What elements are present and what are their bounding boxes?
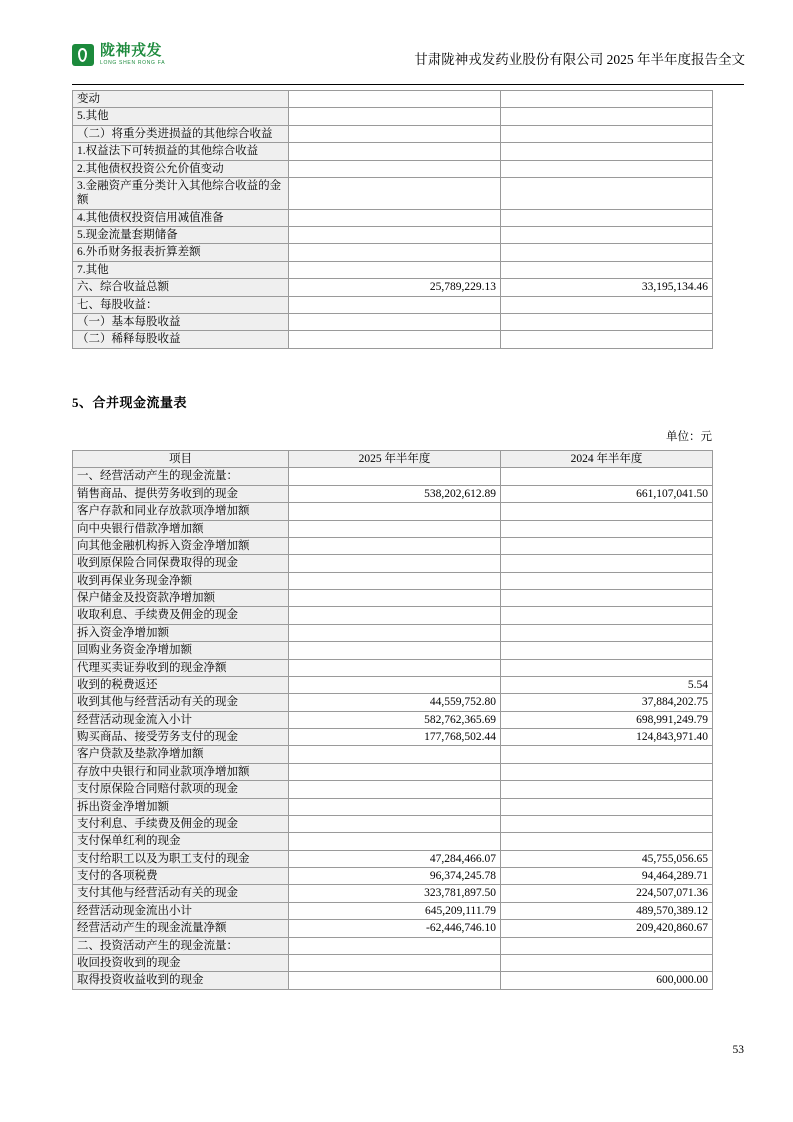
row-value-2025 <box>289 313 501 330</box>
row-value-2025 <box>289 108 501 125</box>
row-label: 存放中央银行和同业款项净增加额 <box>73 763 289 780</box>
row-value-2025 <box>289 91 501 108</box>
row-value-2025: 47,284,466.07 <box>289 850 501 867</box>
row-value-2024 <box>501 177 713 209</box>
table-row <box>73 937 713 954</box>
table-row <box>73 537 713 554</box>
table-row <box>73 746 713 763</box>
header-divider <box>72 84 744 85</box>
table-row <box>73 125 713 142</box>
table-row <box>73 642 713 659</box>
row-value-2024: 124,843,971.40 <box>501 729 713 746</box>
row-label: 收到原保险合同保费取得的现金 <box>73 555 289 572</box>
table-row <box>73 607 713 624</box>
table-row <box>73 313 713 330</box>
row-value-2024: 33,195,134.46 <box>501 279 713 296</box>
row-value-2024 <box>501 746 713 763</box>
leaf-logo-icon <box>72 44 94 66</box>
table-row <box>73 676 713 693</box>
cash-flow-table-wrap <box>72 450 713 990</box>
row-label: 收回投资收到的现金 <box>73 954 289 971</box>
row-label: 支付给职工以及为职工支付的现金 <box>73 850 289 867</box>
row-value-2025 <box>289 763 501 780</box>
row-value-2024 <box>501 468 713 485</box>
row-label: 支付利息、手续费及佣金的现金 <box>73 815 289 832</box>
row-value-2025 <box>289 296 501 313</box>
table-row <box>73 833 713 850</box>
table-row <box>73 331 713 348</box>
table-row <box>73 711 713 728</box>
table-row <box>73 279 713 296</box>
row-value-2025 <box>289 781 501 798</box>
row-label: 支付原保险合同赔付款项的现金 <box>73 781 289 798</box>
unit-label: 单位：元 <box>666 431 712 443</box>
table-row <box>73 160 713 177</box>
col-header-2025: 2025 年半年度 <box>289 451 501 468</box>
table-row <box>73 209 713 226</box>
row-value-2024 <box>501 160 713 177</box>
row-label: 支付的各项税费 <box>73 868 289 885</box>
row-value-2024 <box>501 313 713 330</box>
row-value-2025: 582,762,365.69 <box>289 711 501 728</box>
row-value-2025: 96,374,245.78 <box>289 868 501 885</box>
row-value-2025 <box>289 143 501 160</box>
comprehensive-income-table <box>72 90 713 349</box>
page-number: 53 <box>732 1044 744 1056</box>
comprehensive-income-table-wrap <box>72 90 713 349</box>
row-value-2024 <box>501 537 713 554</box>
row-value-2025 <box>289 261 501 278</box>
row-value-2025: -62,446,746.10 <box>289 920 501 937</box>
row-label: 向其他金融机构拆入资金净增加额 <box>73 537 289 554</box>
table-row <box>73 624 713 641</box>
row-value-2025 <box>289 607 501 624</box>
row-value-2024: 661,107,041.50 <box>501 485 713 502</box>
row-value-2025: 25,789,229.13 <box>289 279 501 296</box>
row-value-2025 <box>289 590 501 607</box>
row-value-2025 <box>289 520 501 537</box>
row-value-2024: 5.54 <box>501 676 713 693</box>
table-row <box>73 261 713 278</box>
table-row <box>73 572 713 589</box>
row-value-2025 <box>289 227 501 244</box>
table-row <box>73 798 713 815</box>
row-value-2025 <box>289 125 501 142</box>
row-value-2024 <box>501 209 713 226</box>
table-row <box>73 781 713 798</box>
row-label: 六、综合收益总额 <box>73 279 289 296</box>
row-label: 拆入资金净增加额 <box>73 624 289 641</box>
row-value-2024 <box>501 590 713 607</box>
table-row <box>73 177 713 209</box>
row-value-2024 <box>501 227 713 244</box>
row-value-2024 <box>501 520 713 537</box>
table-row <box>73 244 713 261</box>
table-row <box>73 468 713 485</box>
table-header-row <box>73 451 713 468</box>
row-value-2025 <box>289 177 501 209</box>
row-value-2024 <box>501 815 713 832</box>
table-row <box>73 555 713 572</box>
table-row <box>73 485 713 502</box>
row-value-2024: 37,884,202.75 <box>501 694 713 711</box>
cash-flow-table <box>72 450 713 990</box>
row-value-2024: 600,000.00 <box>501 972 713 989</box>
row-label: 2.其他债权投资公允价值变动 <box>73 160 289 177</box>
company-logo <box>72 44 165 66</box>
row-label: 取得投资收益收到的现金 <box>73 972 289 989</box>
table-row <box>73 885 713 902</box>
row-value-2024 <box>501 798 713 815</box>
row-value-2025 <box>289 209 501 226</box>
row-value-2025 <box>289 676 501 693</box>
row-label: 7.其他 <box>73 261 289 278</box>
table-row <box>73 91 713 108</box>
logo-chinese-name: 陇神戎发 <box>100 43 163 59</box>
row-value-2024 <box>501 607 713 624</box>
table-row <box>73 590 713 607</box>
row-value-2025 <box>289 746 501 763</box>
row-value-2025 <box>289 833 501 850</box>
row-label: 收到其他与经营活动有关的现金 <box>73 694 289 711</box>
row-value-2024 <box>501 659 713 676</box>
row-value-2024 <box>501 125 713 142</box>
table-row <box>73 694 713 711</box>
table-row <box>73 296 713 313</box>
row-label: 收到的税费返还 <box>73 676 289 693</box>
row-value-2024 <box>501 833 713 850</box>
row-value-2024 <box>501 331 713 348</box>
row-value-2025 <box>289 972 501 989</box>
row-value-2025 <box>289 624 501 641</box>
row-value-2024 <box>501 261 713 278</box>
cash-flow-table-head <box>73 451 713 468</box>
row-value-2024: 698,991,249.79 <box>501 711 713 728</box>
row-value-2024 <box>501 143 713 160</box>
row-value-2024: 224,507,071.36 <box>501 885 713 902</box>
row-value-2025: 645,209,111.79 <box>289 902 501 919</box>
col-header-2024: 2024 年半年度 <box>501 451 713 468</box>
table-row <box>73 227 713 244</box>
row-label: （一）基本每股收益 <box>73 313 289 330</box>
row-value-2025 <box>289 331 501 348</box>
logo-english-name: LONG SHEN RONG FA <box>100 60 166 66</box>
row-value-2025 <box>289 572 501 589</box>
row-value-2024: 489,570,389.12 <box>501 902 713 919</box>
row-value-2025: 538,202,612.89 <box>289 485 501 502</box>
table-row <box>73 503 713 520</box>
row-value-2024 <box>501 296 713 313</box>
table-row <box>73 763 713 780</box>
row-value-2024 <box>501 503 713 520</box>
col-header-item: 项目 <box>73 451 289 468</box>
row-value-2024 <box>501 642 713 659</box>
row-label: 保户储金及投资款净增加额 <box>73 590 289 607</box>
row-label: （二）将重分类进损益的其他综合收益 <box>73 125 289 142</box>
row-value-2025 <box>289 503 501 520</box>
row-label: 向中央银行借款净增加额 <box>73 520 289 537</box>
row-value-2025 <box>289 555 501 572</box>
table-row <box>73 850 713 867</box>
row-label: 回购业务资金净增加额 <box>73 642 289 659</box>
row-value-2025 <box>289 537 501 554</box>
table-row <box>73 954 713 971</box>
row-value-2024: 45,755,056.65 <box>501 850 713 867</box>
row-label: 销售商品、提供劳务收到的现金 <box>73 485 289 502</box>
row-value-2025 <box>289 468 501 485</box>
row-value-2025 <box>289 815 501 832</box>
row-value-2024 <box>501 937 713 954</box>
table-row <box>73 815 713 832</box>
row-label: 4.其他债权投资信用减值准备 <box>73 209 289 226</box>
row-value-2024 <box>501 91 713 108</box>
row-value-2025: 44,559,752.80 <box>289 694 501 711</box>
row-label: 5.其他 <box>73 108 289 125</box>
row-value-2024 <box>501 781 713 798</box>
row-label: 经营活动产生的现金流量净额 <box>73 920 289 937</box>
comprehensive-income-table-body <box>73 91 713 349</box>
row-value-2024 <box>501 572 713 589</box>
row-value-2025 <box>289 642 501 659</box>
row-value-2024 <box>501 244 713 261</box>
row-label: 七、每股收益： <box>73 296 289 313</box>
row-label: 3.金融资产重分类计入其他综合收益的金额 <box>73 177 289 209</box>
row-label: 6.外币财务报表折算差额 <box>73 244 289 261</box>
row-value-2024 <box>501 555 713 572</box>
row-label: 拆出资金净增加额 <box>73 798 289 815</box>
row-label: 支付保单红利的现金 <box>73 833 289 850</box>
row-label: 经营活动现金流出小计 <box>73 902 289 919</box>
table-row <box>73 868 713 885</box>
row-value-2024: 209,420,860.67 <box>501 920 713 937</box>
cash-flow-table-body <box>73 468 713 989</box>
table-row <box>73 108 713 125</box>
row-label: 1.权益法下可转损益的其他综合收益 <box>73 143 289 160</box>
row-label: 代理买卖证券收到的现金净额 <box>73 659 289 676</box>
row-value-2025: 177,768,502.44 <box>289 729 501 746</box>
table-row <box>73 520 713 537</box>
row-label: 收到再保业务现金净额 <box>73 572 289 589</box>
table-row <box>73 972 713 989</box>
row-value-2024 <box>501 624 713 641</box>
row-value-2024 <box>501 954 713 971</box>
row-label: 经营活动现金流入小计 <box>73 711 289 728</box>
row-value-2024 <box>501 108 713 125</box>
row-value-2025 <box>289 659 501 676</box>
row-value-2025 <box>289 244 501 261</box>
row-label: 支付其他与经营活动有关的现金 <box>73 885 289 902</box>
logo-text <box>100 44 165 66</box>
row-value-2025 <box>289 937 501 954</box>
page-header <box>0 44 793 84</box>
row-value-2025 <box>289 954 501 971</box>
table-row <box>73 659 713 676</box>
table-row <box>73 143 713 160</box>
row-label: 客户存款和同业存放款项净增加额 <box>73 503 289 520</box>
row-value-2024: 94,464,289.71 <box>501 868 713 885</box>
row-label: （二）稀释每股收益 <box>73 331 289 348</box>
row-value-2025: 323,781,897.50 <box>289 885 501 902</box>
table-row <box>73 902 713 919</box>
report-header-title: 甘肃陇神戎发药业股份有限公司 2025 年半年度报告全文 <box>414 52 745 67</box>
section-title-cash-flow: 5、合并现金流量表 <box>72 395 188 410</box>
row-label: 客户贷款及垫款净增加额 <box>73 746 289 763</box>
row-label: 一、经营活动产生的现金流量： <box>73 468 289 485</box>
table-row <box>73 920 713 937</box>
row-value-2025 <box>289 798 501 815</box>
row-label: 购买商品、接受劳务支付的现金 <box>73 729 289 746</box>
row-value-2025 <box>289 160 501 177</box>
row-label: 变动 <box>73 91 289 108</box>
row-label: 收取利息、手续费及佣金的现金 <box>73 607 289 624</box>
row-value-2024 <box>501 763 713 780</box>
row-label: 5.现金流量套期储备 <box>73 227 289 244</box>
table-row <box>73 729 713 746</box>
row-label: 二、投资活动产生的现金流量： <box>73 937 289 954</box>
